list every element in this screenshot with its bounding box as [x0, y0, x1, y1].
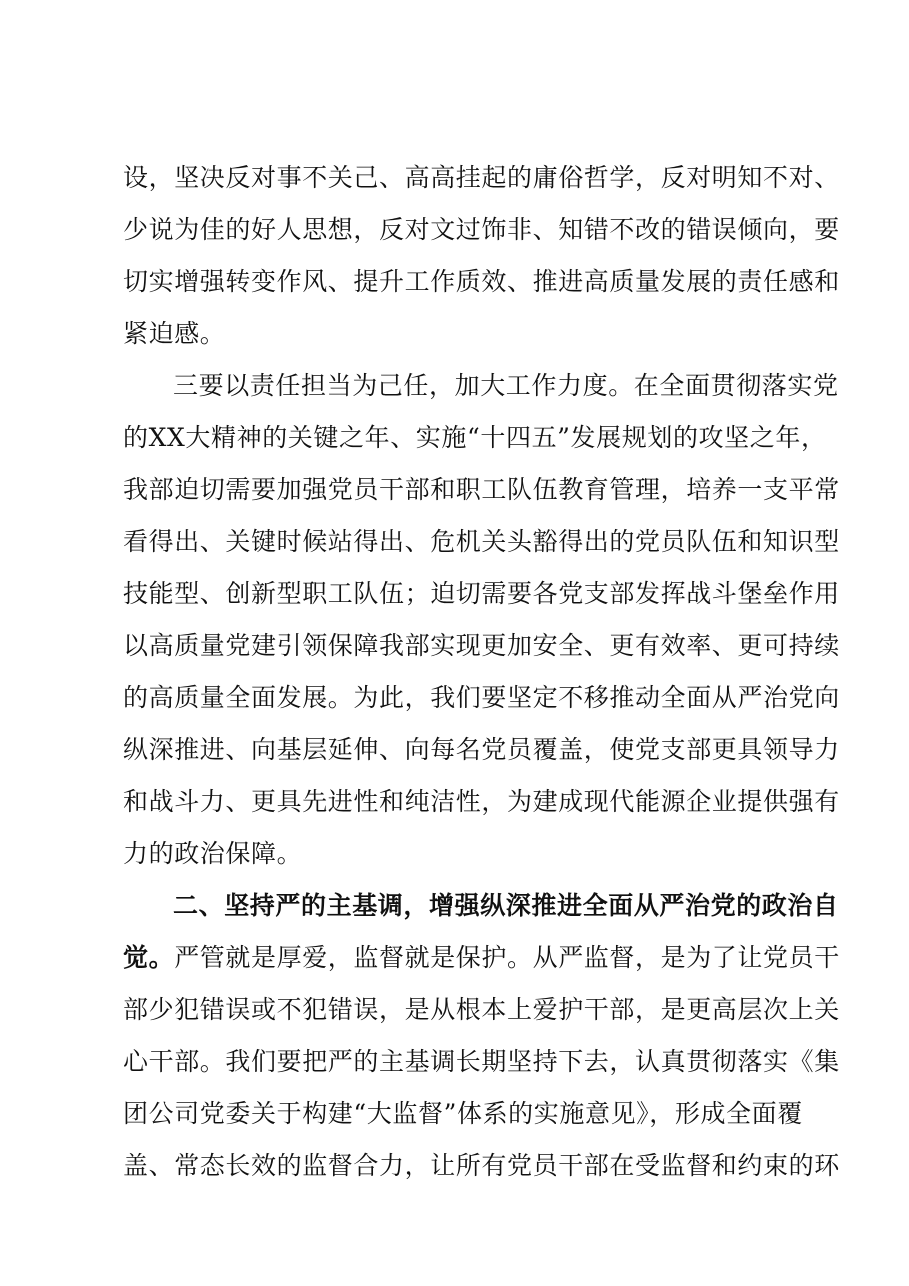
text-line: 的高质量全面发展。为此，我们要坚定不移推动全面从严治党向 [123, 683, 840, 712]
paragraph-first-line: 三要以责任担当为己任，加大工作力度。在全面贯彻落实党 [173, 371, 839, 400]
text-line: 看得出、关键时候站得出、危机关头豁得出的党员队伍和知识型 [123, 527, 840, 556]
section-heading: 二、坚持严的主基调，增强纵深推进全面从严治党的政治自 [173, 891, 839, 920]
text-line: 设，坚决反对事不关己、高高挂起的庸俗哲学，反对明知不对、 [123, 163, 840, 192]
text-line: 心干部。我们要把严的主基调长期坚持下去，认真贯彻落实《集 [123, 1047, 840, 1076]
text-line: 的XX大精神的关键之年、实施“十四五”发展规划的攻坚之年， [123, 423, 827, 452]
text-line: 纵深推进、向基层延伸、向每名党员覆盖，使党支部更具领导力 [123, 735, 840, 764]
text-line: 部少犯错误或不犯错误，是从根本上爱护干部，是更高层次上关 [123, 995, 840, 1024]
text-line: 以高质量党建引领保障我部实现更加安全、更有效率、更可持续 [123, 631, 840, 660]
text-line: 少说为佳的好人思想，反对文过饰非、知错不改的错误倾向，要 [123, 215, 840, 244]
text-line: 切实增强转变作风、提升工作质效、推进高质量发展的责任感和 [123, 267, 840, 296]
text-line: 技能型、创新型职工队伍；迫切需要各党支部发挥战斗堡垒作用 [123, 579, 840, 608]
text-line: 紧迫感。 [123, 319, 226, 348]
text-line-rest: 严管就是厚爱，监督就是保护。从严监督，是为了让党员干 [174, 943, 840, 972]
section-heading-end: 觉。 [123, 943, 175, 972]
text-line: 团公司党委关于构建“大监督”体系的实施意见》，形成全面覆 [123, 1099, 803, 1128]
text-line: 力的政治保障。 [123, 839, 303, 868]
text-line: 和战斗力、更具先进性和纯洁性，为建成现代能源企业提供强有 [123, 787, 840, 816]
text-line [123, 932, 840, 984]
text-line: 我部迫切需要加强党员干部和职工队伍教育管理，培养一支平常 [123, 475, 840, 504]
text-line: 盖、常态长效的监督合力，让所有党员干部在受监督和约束的环 [123, 1151, 840, 1180]
document-body [123, 152, 840, 1192]
